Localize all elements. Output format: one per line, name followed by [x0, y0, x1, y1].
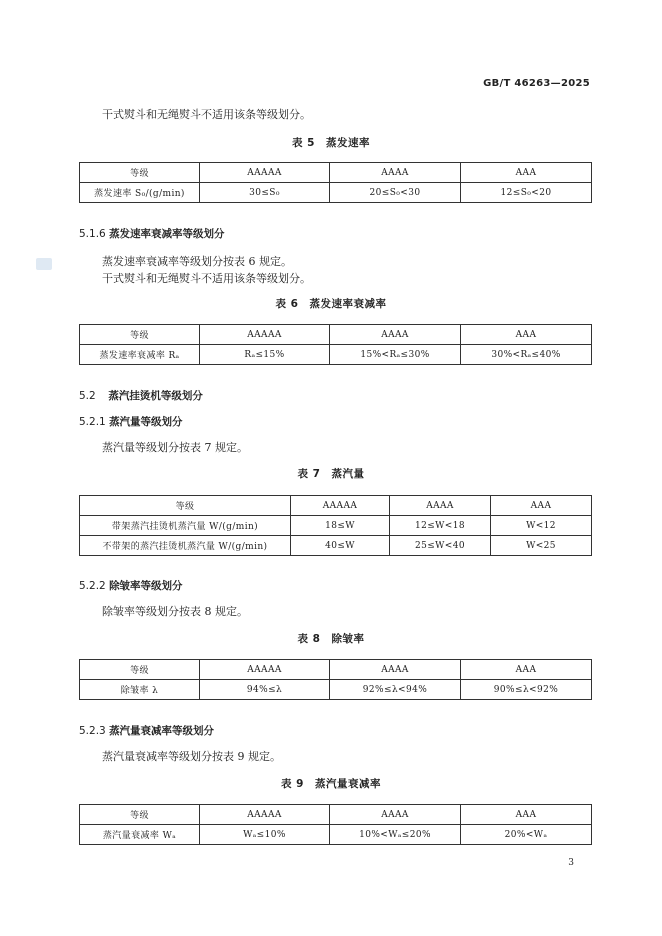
table-cell: 15%<Rₐ≤30% [330, 345, 461, 365]
table-row [80, 516, 592, 536]
section-title: 蒸发速率衰减率等级划分 [109, 228, 225, 240]
table6 [79, 324, 592, 365]
section-5-2-2-para: 除皱率等级划分按表 8 规定。 [102, 605, 248, 618]
table-cell: 带架蒸汽挂烫机蒸汽量 W/(g/min) [80, 516, 291, 536]
table-header-cell: 等级 [80, 660, 200, 680]
table5-caption: 表 5 蒸发速率 [292, 137, 370, 149]
section-5-2-1-heading [79, 415, 183, 429]
table-header-cell: AAAAA [200, 660, 330, 680]
table-header-cell: AAA [461, 660, 592, 680]
table-header-cell: 等级 [80, 325, 200, 345]
table-header-cell: AAAA [390, 496, 491, 516]
section-5-2-3-para: 蒸汽量衰减率等级划分按表 9 规定。 [102, 750, 281, 763]
table-row [80, 680, 592, 700]
table-cell: 蒸发速率衰减率 Rₐ [80, 345, 200, 365]
side-tab-marker[interactable] [36, 258, 52, 270]
table-cell: W<12 [491, 516, 592, 536]
table-header-row [80, 163, 592, 183]
table-header-cell: AAAAA [200, 325, 330, 345]
table-header-cell: 等级 [80, 163, 200, 183]
intro-note: 干式熨斗和无绳熨斗不适用该条等级划分。 [102, 108, 311, 121]
section-title: 蒸汽量衰减率等级划分 [109, 725, 215, 737]
table-cell: 12≤W<18 [390, 516, 491, 536]
table-cell: 90%≤λ<92% [461, 680, 592, 700]
table-cell: 94%≤λ [200, 680, 330, 700]
table-cell: 20%<Wₐ [461, 825, 592, 845]
table-cell: 30≤S₀ [200, 183, 330, 203]
table-cell: 92%≤λ<94% [330, 680, 461, 700]
table-cell: 蒸汽量衰减率 Wₐ [80, 825, 200, 845]
table-header-cell: AAAAA [200, 163, 330, 183]
table-header-cell: AAAAA [291, 496, 390, 516]
section-number: 5.2.1 [79, 416, 106, 428]
table5 [79, 162, 592, 203]
table-cell: 25≤W<40 [390, 536, 491, 556]
section-number: 5.2.3 [79, 725, 106, 737]
table9-caption: 表 9 蒸汽量衰减率 [281, 778, 381, 790]
table-cell: 除皱率 λ [80, 680, 200, 700]
table-cell: W<25 [491, 536, 592, 556]
section-number: 5.1.6 [79, 228, 106, 240]
table-header-cell: AAAA [330, 325, 461, 345]
section-number: 5.2 [79, 390, 96, 402]
section-number: 5.2.2 [79, 580, 106, 592]
table-row [80, 536, 592, 556]
section-title: 蒸汽挂烫机等级划分 [108, 390, 203, 402]
table-cell: 30%<Rₐ≤40% [461, 345, 592, 365]
table-row [80, 825, 592, 845]
table-header-row [80, 805, 592, 825]
table6-caption: 表 6 蒸发速率衰减率 [275, 298, 387, 310]
table8 [79, 659, 592, 700]
section-5-1-6-heading [79, 227, 225, 241]
table-header-row [80, 325, 592, 345]
table7 [79, 495, 592, 556]
section-5-1-6-para2: 干式熨斗和无绳熨斗不适用该条等级划分。 [102, 272, 311, 285]
table-header-row [80, 496, 592, 516]
table-cell: Rₐ≤15% [200, 345, 330, 365]
table8-caption: 表 8 除皱率 [297, 633, 365, 645]
section-5-2-heading [79, 389, 203, 403]
table-header-cell: AAAA [330, 163, 461, 183]
table-header-cell: 等级 [80, 805, 200, 825]
table-cell: 10%<Wₐ≤20% [330, 825, 461, 845]
table-header-cell: AAAA [330, 660, 461, 680]
table-header-cell: AAAA [330, 805, 461, 825]
table-cell: 不带架的蒸汽挂烫机蒸汽量 W/(g/min) [80, 536, 291, 556]
table-header-cell: AAA [491, 496, 592, 516]
section-5-2-3-heading [79, 724, 214, 738]
table-cell: 蒸发速率 S₀/(g/min) [80, 183, 200, 203]
page-number: 3 [568, 858, 574, 868]
table-header-cell: 等级 [80, 496, 291, 516]
table-header-cell: AAA [461, 325, 592, 345]
section-5-2-1-para: 蒸汽量等级划分按表 7 规定。 [102, 441, 248, 454]
table7-caption: 表 7 蒸汽量 [297, 468, 365, 480]
table-cell: 20≤S₀<30 [330, 183, 461, 203]
table-cell: Wₐ≤10% [200, 825, 330, 845]
table-cell: 40≤W [291, 536, 390, 556]
section-title: 蒸汽量等级划分 [109, 416, 183, 428]
table-header-cell: AAA [461, 805, 592, 825]
section-5-1-6-para1: 蒸发速率衰减率等级划分按表 6 规定。 [102, 255, 292, 268]
table-cell: 18≤W [291, 516, 390, 536]
table-header-row [80, 660, 592, 680]
section-5-2-2-heading [79, 579, 183, 593]
section-title: 除皱率等级划分 [109, 580, 183, 592]
table-row [80, 345, 592, 365]
table9 [79, 804, 592, 845]
table-cell: 12≤S₀<20 [461, 183, 592, 203]
table-header-cell: AAA [461, 163, 592, 183]
table-header-cell: AAAAA [200, 805, 330, 825]
table-row [80, 183, 592, 203]
document-code: GB/T 46263—2025 [483, 78, 590, 89]
